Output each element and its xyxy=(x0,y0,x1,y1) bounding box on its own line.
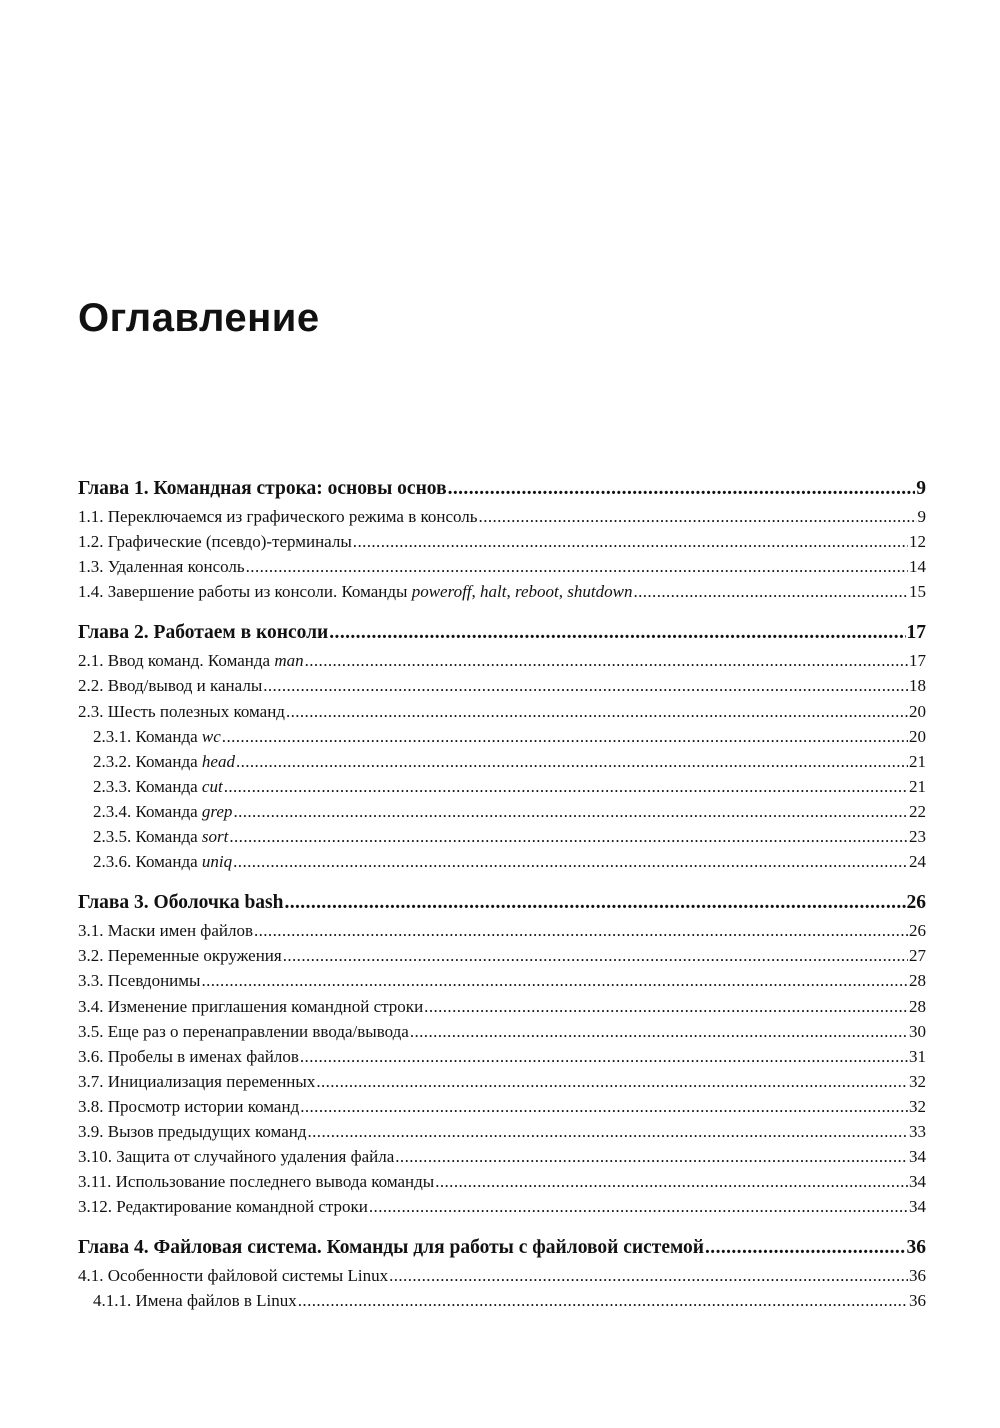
toc-subsection-entry[interactable] xyxy=(78,749,926,774)
toc-section-entry-page-number: 36 xyxy=(909,1266,926,1286)
dot-leader xyxy=(389,1263,908,1288)
dot-leader xyxy=(284,888,905,918)
toc-section-entry-title: 3.7. Инициализация переменных xyxy=(78,1071,316,1091)
toc-section-entry-page-number: 27 xyxy=(909,946,926,966)
toc-section-entry-page-number: 34 xyxy=(909,1197,926,1217)
toc-section-entry-title: 1.2. Графические (псевдо)-терминалы xyxy=(78,532,352,552)
toc-chapter-entry-title: Глава 4. Файловая система. Команды для работы с файловой системой xyxy=(78,1237,705,1259)
toc-section-entry-page-number: 32 xyxy=(909,1096,926,1116)
toc-section-entry[interactable] xyxy=(78,554,926,579)
toc-section-entry[interactable] xyxy=(78,699,926,724)
toc-section-entry-title: 3.5. Еще раз о перенаправлении ввода/вывода xyxy=(78,1021,409,1041)
toc-section-entry-title: 3.6. Пробелы в именах файлов xyxy=(78,1046,299,1066)
toc-subsection-entry-title: 4.1.1. Имена файлов в Linux xyxy=(93,1291,297,1311)
toc-subsection-entry-title: 2.3.3. Команда cut xyxy=(93,776,223,796)
toc-subsection-entry[interactable] xyxy=(78,799,926,824)
toc-subsection-entry-title: 2.3.5. Команда sort xyxy=(93,827,229,847)
toc-subsection-entry-page-number: 21 xyxy=(909,751,926,771)
dot-leader xyxy=(316,1069,908,1094)
toc-section-entry[interactable] xyxy=(78,504,926,529)
toc-chapter-entry-title: Глава 1. Командная строка: основы основ xyxy=(78,478,447,499)
toc-section-entry-title: 3.10. Защита от случайного удаления файла xyxy=(78,1147,395,1167)
chapter-block xyxy=(78,618,926,874)
toc-section-entry[interactable] xyxy=(78,1119,926,1144)
dot-leader xyxy=(395,1144,908,1169)
toc-section-entry-title: 3.9. Вызов предыдущих команд xyxy=(78,1121,307,1141)
toc-subsection-entry-title: 2.3.6. Команда uniq xyxy=(93,852,233,872)
dot-leader xyxy=(233,799,908,824)
toc-subsection-entry-page-number: 21 xyxy=(909,776,926,796)
toc-section-entry[interactable] xyxy=(78,1069,926,1094)
toc-chapter-entry-page-number: 17 xyxy=(906,622,926,644)
toc-section-entry-page-number: 31 xyxy=(909,1046,926,1066)
toc-section-entry[interactable] xyxy=(78,1263,926,1288)
toc-section-entry[interactable] xyxy=(78,579,926,604)
toc-section-entry-page-number: 12 xyxy=(909,532,926,552)
toc-subsection-entry-title: 2.3.2. Команда head xyxy=(93,751,235,771)
dot-leader xyxy=(479,504,917,529)
dot-leader xyxy=(286,699,908,724)
toc-section-entry-page-number: 34 xyxy=(909,1147,926,1167)
toc-subsection-entry[interactable] xyxy=(78,774,926,799)
toc-section-entry[interactable] xyxy=(78,648,926,673)
toc-section-entry[interactable] xyxy=(78,1019,926,1044)
toc-section-entry[interactable] xyxy=(78,529,926,554)
dot-leader xyxy=(224,774,908,799)
toc-chapter-entry-title: Глава 3. Оболочка bash xyxy=(78,892,284,914)
toc-section-entry-page-number: 33 xyxy=(909,1121,926,1141)
toc-section-entry[interactable] xyxy=(78,1169,926,1194)
toc-section-entry-title: 3.1. Маски имен файлов xyxy=(78,921,253,941)
toc-section-entry-page-number: 28 xyxy=(909,996,926,1016)
dot-leader xyxy=(300,1094,908,1119)
dot-leader xyxy=(308,1119,909,1144)
dot-leader xyxy=(201,968,908,993)
dot-leader xyxy=(369,1194,908,1219)
toc-section-entry-page-number: 28 xyxy=(909,971,926,991)
toc-section-entry[interactable] xyxy=(78,943,926,968)
toc-section-entry-title: 1.1. Переключаемся из графического режима в консоль xyxy=(78,507,478,526)
dot-leader xyxy=(410,1019,908,1044)
toc-section-entry-title: 1.4. Завершение работы из консоли. Команды poweroff, halt, reboot, shutdown xyxy=(78,582,633,602)
dot-leader xyxy=(233,849,908,874)
toc-section-entry[interactable] xyxy=(78,918,926,943)
toc-section-entry-page-number: 18 xyxy=(909,676,926,696)
toc-section-entry-title: 3.8. Просмотр истории команд xyxy=(78,1096,300,1116)
toc-subsection-entry-page-number: 24 xyxy=(909,852,926,872)
toc-section-entry-title: 2.1. Ввод команд. Команда man xyxy=(78,651,304,671)
toc-section-entry[interactable] xyxy=(78,673,926,698)
toc-section-entry-title: 3.2. Переменные окружения xyxy=(78,946,282,966)
toc-subsection-entry-page-number: 23 xyxy=(909,827,926,847)
toc-chapter-entry-page-number: 9 xyxy=(916,478,926,499)
dot-leader xyxy=(246,554,908,579)
page-title: Оглавление xyxy=(78,296,320,340)
dot-leader xyxy=(263,673,908,698)
toc-chapter-entry[interactable] xyxy=(78,1233,926,1263)
toc-section-entry-page-number: 9 xyxy=(917,507,926,526)
dot-leader xyxy=(229,824,908,849)
toc-section-entry-title: 3.12. Редактирование командной строки xyxy=(78,1197,368,1217)
toc-section-entry-title: 3.3. Псевдонимы xyxy=(78,971,201,991)
toc-subsection-entry[interactable] xyxy=(78,1288,926,1313)
toc-subsection-entry-title: 2.3.4. Команда grep xyxy=(93,801,233,821)
dot-leader xyxy=(329,618,905,648)
toc-subsection-entry[interactable] xyxy=(78,824,926,849)
toc-chapter-entry[interactable] xyxy=(78,474,926,504)
toc-section-entry-page-number: 30 xyxy=(909,1021,926,1041)
toc-section-entry-page-number: 32 xyxy=(909,1071,926,1091)
dot-leader xyxy=(305,648,908,673)
dot-leader xyxy=(705,1233,905,1263)
table-of-contents xyxy=(78,474,926,1328)
dot-leader xyxy=(300,1044,908,1069)
dot-leader xyxy=(283,943,908,968)
toc-section-entry[interactable] xyxy=(78,994,926,1019)
toc-section-entry[interactable] xyxy=(78,1194,926,1219)
toc-section-entry[interactable] xyxy=(78,1094,926,1119)
toc-chapter-entry[interactable] xyxy=(78,618,926,648)
chapter-block xyxy=(78,1233,926,1313)
toc-section-entry-page-number: 26 xyxy=(909,921,926,941)
dot-leader xyxy=(353,529,908,554)
dot-leader xyxy=(448,474,916,504)
chapter-block xyxy=(78,474,926,604)
toc-subsection-entry-page-number: 36 xyxy=(909,1291,926,1311)
dot-leader xyxy=(424,994,908,1019)
toc-subsection-entry[interactable] xyxy=(78,849,926,874)
toc-chapter-entry-title: Глава 2. Работаем в консоли xyxy=(78,622,329,644)
dot-leader xyxy=(633,579,908,604)
toc-section-entry[interactable] xyxy=(78,968,926,993)
toc-subsection-entry[interactable] xyxy=(78,724,926,749)
dot-leader xyxy=(435,1169,908,1194)
toc-section-entry-title: 1.3. Удаленная консоль xyxy=(78,557,245,577)
dot-leader xyxy=(254,918,908,943)
chapter-block xyxy=(78,888,926,1219)
toc-chapter-entry-page-number: 26 xyxy=(906,892,926,914)
toc-chapter-entry[interactable] xyxy=(78,888,926,918)
toc-section-entry[interactable] xyxy=(78,1144,926,1169)
dot-leader xyxy=(222,724,908,749)
toc-section-entry-page-number: 14 xyxy=(909,557,926,577)
toc-section-entry-page-number: 20 xyxy=(909,701,926,721)
toc-section-entry-title: 2.2. Ввод/вывод и каналы xyxy=(78,676,263,696)
dot-leader xyxy=(236,749,908,774)
toc-section-entry-page-number: 15 xyxy=(909,582,926,602)
toc-subsection-entry-title: 2.3.1. Команда wc xyxy=(93,726,221,746)
toc-section-entry-title: 4.1. Особенности файловой системы Linux xyxy=(78,1266,389,1286)
toc-section-entry-title: 2.3. Шесть полезных команд xyxy=(78,701,285,721)
toc-subsection-entry-page-number: 22 xyxy=(909,801,926,821)
toc-section-entry-title: 3.11. Использование последнего вывода команды xyxy=(78,1172,435,1192)
dot-leader xyxy=(298,1288,908,1313)
toc-chapter-entry-page-number: 36 xyxy=(906,1237,926,1259)
toc-section-entry[interactable] xyxy=(78,1044,926,1069)
toc-section-entry-title: 3.4. Изменение приглашения командной строки xyxy=(78,996,424,1016)
toc-section-entry-page-number: 34 xyxy=(909,1172,926,1192)
toc-subsection-entry-page-number: 20 xyxy=(909,726,926,746)
toc-section-entry-page-number: 17 xyxy=(909,651,926,671)
